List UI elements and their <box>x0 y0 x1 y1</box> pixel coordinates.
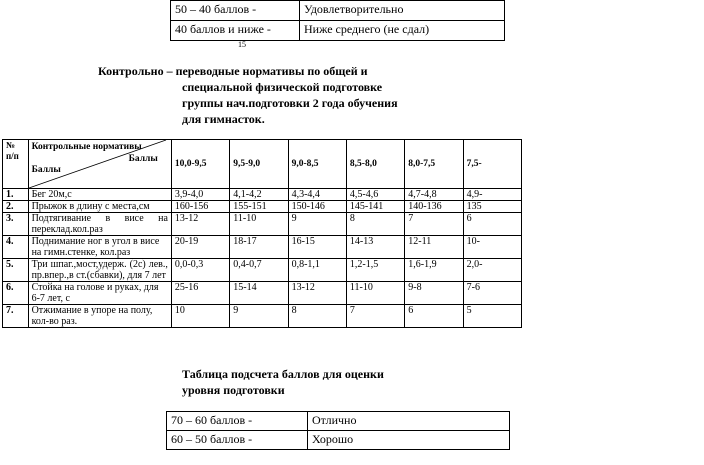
table-row <box>3 213 522 236</box>
value-cell: 2,0- <box>463 259 521 282</box>
table-row <box>3 189 522 201</box>
section-title-line: для гимнасток. <box>182 112 265 126</box>
row-number: 2. <box>3 201 29 213</box>
header-num: № п/п <box>3 140 29 189</box>
value-cell: 11-10 <box>230 213 288 236</box>
table-caption-line: Таблица подсчета баллов для оценки <box>182 367 384 381</box>
header-score: 9,0-8,5 <box>288 140 346 189</box>
row-number: 3. <box>3 213 29 236</box>
score-table-bottom <box>166 411 510 450</box>
value-cell: 1,6-1,9 <box>405 259 463 282</box>
page-number: 15 <box>238 40 246 49</box>
value-cell: 20-19 <box>171 236 229 259</box>
value-cell: 8 <box>288 305 346 328</box>
value-cell: 7 <box>405 213 463 236</box>
value-cell: 1,2-1,5 <box>346 259 404 282</box>
value-cell: 13-12 <box>171 213 229 236</box>
value-cell: 10- <box>463 236 521 259</box>
value-cell: 4,3-4,4 <box>288 189 346 201</box>
exercise-name: Стойка на голове и руках, для 6-7 лет, с <box>28 282 171 305</box>
header-score: 7,5- <box>463 140 521 189</box>
score-range-cell: 40 баллов и ниже - <box>171 21 300 41</box>
value-cell: 4,1-4,2 <box>230 189 288 201</box>
row-number: 5. <box>3 259 29 282</box>
value-cell: 0,8-1,1 <box>288 259 346 282</box>
value-cell: 4,9- <box>463 189 521 201</box>
table-header-row <box>3 140 522 189</box>
value-cell: 18-17 <box>230 236 288 259</box>
value-cell: 8 <box>346 213 404 236</box>
row-number: 7. <box>3 305 29 328</box>
value-cell: 16-15 <box>288 236 346 259</box>
value-cell: 145-141 <box>346 201 404 213</box>
header-points-left: Баллы <box>31 165 61 175</box>
value-cell: 13-12 <box>288 282 346 305</box>
grade-cell: Хорошо <box>308 431 510 450</box>
value-cell: 15-14 <box>230 282 288 305</box>
value-cell: 140-136 <box>405 201 463 213</box>
table-row <box>167 431 510 450</box>
table-row <box>3 305 522 328</box>
grade-cell: Отлично <box>308 412 510 431</box>
exercise-name: Прыжок в длину с места,см <box>28 201 171 213</box>
section-title-line: специальной физической подготовке <box>182 80 383 94</box>
score-table-top <box>170 0 505 41</box>
table-row <box>3 282 522 305</box>
exercise-name: Подтягивание в висе на переклад.кол.раз <box>28 213 171 236</box>
value-cell: 11-10 <box>346 282 404 305</box>
exercise-name: Поднимание ног в угол в висе на гимн.стенке, кол.раз <box>28 236 171 259</box>
value-cell: 155-151 <box>230 201 288 213</box>
table-caption-line: уровня подготовки <box>182 383 285 397</box>
header-norms: Контрольные нормативы <box>31 142 142 152</box>
table-row <box>167 412 510 431</box>
value-cell: 7 <box>346 305 404 328</box>
section-title-line: группы нач.подготовки 2 года обучения <box>182 96 398 110</box>
value-cell: 9-8 <box>405 282 463 305</box>
value-cell: 4,7-4,8 <box>405 189 463 201</box>
norms-table <box>2 139 522 328</box>
table-row <box>3 236 522 259</box>
row-number: 6. <box>3 282 29 305</box>
header-corner-cell <box>28 140 171 189</box>
table-row <box>3 201 522 213</box>
value-cell: 3,9-4,0 <box>171 189 229 201</box>
row-number: 1. <box>3 189 29 201</box>
table-row <box>171 1 505 21</box>
value-cell: 0,0-0,3 <box>171 259 229 282</box>
value-cell: 160-156 <box>171 201 229 213</box>
exercise-name: Бег 20м,с <box>28 189 171 201</box>
header-score: 10,0-9,5 <box>171 140 229 189</box>
value-cell: 6 <box>405 305 463 328</box>
value-cell: 135 <box>463 201 521 213</box>
header-score: 8,5-8,0 <box>346 140 404 189</box>
section-title-line: Контрольно – переводные нормативы по общей и <box>98 64 368 78</box>
grade-cell: Удовлетворительно <box>300 1 505 21</box>
header-score: 8,0-7,5 <box>405 140 463 189</box>
value-cell: 5 <box>463 305 521 328</box>
norms-table-viewport <box>2 139 483 351</box>
table-row <box>3 259 522 282</box>
value-cell: 9 <box>230 305 288 328</box>
table-row <box>171 21 505 41</box>
header-score: 9,5-9,0 <box>230 140 288 189</box>
value-cell: 9 <box>288 213 346 236</box>
value-cell: 14-13 <box>346 236 404 259</box>
score-range-cell: 50 – 40 баллов - <box>171 1 300 21</box>
score-range-cell: 70 – 60 баллов - <box>167 412 308 431</box>
value-cell: 150-146 <box>288 201 346 213</box>
value-cell: 7-6 <box>463 282 521 305</box>
exercise-name: Отжимание в упоре на полу, кол-во раз. <box>28 305 171 328</box>
header-points-right: Баллы <box>128 154 158 164</box>
value-cell: 12-11 <box>405 236 463 259</box>
row-number: 4. <box>3 236 29 259</box>
exercise-name: Три шпаг.,мост,удерж. (2с) лев., пр.впер.,в ст.(сбавки), для 7 лет <box>28 259 171 282</box>
value-cell: 6 <box>463 213 521 236</box>
grade-cell: Ниже среднего (не сдал) <box>300 21 505 41</box>
value-cell: 25-16 <box>171 282 229 305</box>
score-range-cell: 60 – 50 баллов - <box>167 431 308 450</box>
value-cell: 10 <box>171 305 229 328</box>
value-cell: 4,5-4,6 <box>346 189 404 201</box>
value-cell: 0,4-0,7 <box>230 259 288 282</box>
